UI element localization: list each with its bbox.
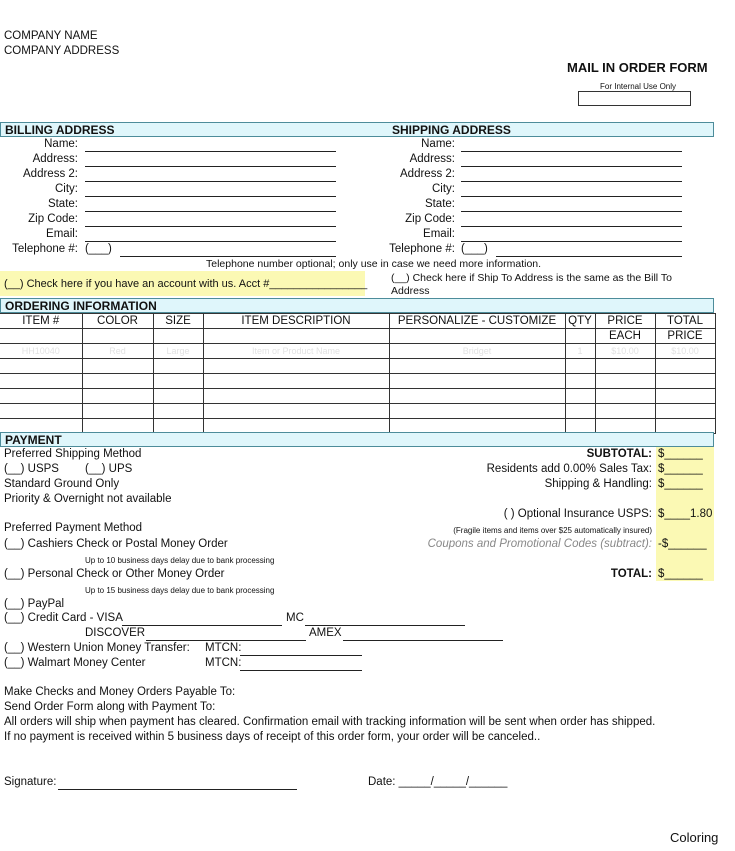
signature-line[interactable] <box>58 789 297 790</box>
subtotal-label: SUBTOTAL: <box>586 448 652 460</box>
shipping-phone-area[interactable]: (___) <box>461 243 488 255</box>
table-cell[interactable] <box>82 389 153 404</box>
cashiers-option[interactable]: (__) Cashiers Check or Postal Money Order <box>4 538 228 550</box>
insurance-option[interactable]: ( ) Optional Insurance USPS: <box>503 508 652 520</box>
signature-label: Signature: <box>4 776 57 788</box>
table-cell[interactable] <box>0 389 82 404</box>
same-address-check-cont: Address <box>391 285 430 297</box>
amex-label: AMEX <box>309 627 342 639</box>
table-cell[interactable] <box>565 359 595 374</box>
shipping-phone-label: Telephone #: <box>389 243 455 255</box>
western-union-option[interactable]: (__) Western Union Money Transfer: <box>4 642 190 654</box>
walmart-option[interactable]: (__) Walmart Money Center <box>4 657 146 669</box>
billing-name-label: Name: <box>44 138 78 150</box>
table-cell[interactable] <box>595 374 655 389</box>
walmart-mtcn-line[interactable] <box>240 670 362 671</box>
shipping-heading: SHIPPING ADDRESS <box>392 123 511 137</box>
table-cell[interactable] <box>0 374 82 389</box>
table-cell[interactable] <box>655 404 715 419</box>
example-qty[interactable]: 1 <box>565 344 595 359</box>
example-description[interactable]: Item or Product Name <box>203 344 389 359</box>
payment-header-bar <box>0 432 714 447</box>
mc-line[interactable] <box>305 625 465 626</box>
shipping-name-label: Name: <box>421 138 455 150</box>
order-table <box>0 313 716 434</box>
table-cell[interactable] <box>0 404 82 419</box>
ordering-header-bar <box>0 298 714 313</box>
table-cell[interactable] <box>655 359 715 374</box>
table-cell[interactable] <box>565 389 595 404</box>
total-label: TOTAL: <box>610 568 652 580</box>
billing-heading: BILLING ADDRESS <box>5 123 115 137</box>
shipping-name-line[interactable] <box>461 151 682 152</box>
billing-address2-line[interactable] <box>85 181 336 182</box>
shipping-city-label: City: <box>432 183 455 195</box>
billing-state-line[interactable] <box>85 211 336 212</box>
discover-label: DISCOVER <box>85 627 146 639</box>
shipping-email-line[interactable] <box>461 241 682 242</box>
table-row[interactable] <box>0 344 715 359</box>
subtotal-value[interactable]: $______ <box>658 448 703 460</box>
amex-line[interactable] <box>343 640 503 641</box>
table-cell[interactable] <box>389 374 565 389</box>
insurance-value: $____1.80 <box>658 508 713 520</box>
table-row[interactable] <box>0 359 715 374</box>
table-cell[interactable] <box>655 374 715 389</box>
date-field[interactable]: Date: _____/_____/______ <box>368 776 508 788</box>
table-cell[interactable] <box>153 359 203 374</box>
example-total[interactable]: $10.00 <box>655 344 715 359</box>
col-total: TOTAL <box>655 314 715 329</box>
discover-line[interactable] <box>146 640 306 641</box>
col-price-each: EACH <box>595 329 655 344</box>
same-address-check[interactable]: (__) Check here if Ship To Address is the same as the Bill To <box>391 272 672 284</box>
paypal-option[interactable]: (__) PayPal <box>4 598 65 610</box>
cancel-note: If no payment is received within 5 business days of receipt of this order form, your order will be canceled.. <box>4 731 541 743</box>
col-description: ITEM DESCRIPTION <box>203 314 389 329</box>
table-row[interactable] <box>0 374 715 389</box>
phone-note: Telephone number optional; only use in case we need more information. <box>206 258 542 270</box>
send-to: Send Order Form along with Payment To: <box>4 701 216 713</box>
billing-email-label: Email: <box>46 228 78 240</box>
account-check[interactable]: (__) Check here if you have an account with us. Acct #________________ <box>4 278 368 290</box>
shipping-address-label: Address: <box>409 153 455 165</box>
shipping-handling-label: Shipping & Handling: <box>544 478 652 490</box>
col-total-price: PRICE <box>655 329 715 344</box>
order-header-row-2 <box>0 329 715 344</box>
cashiers-note: Up to 10 business days delay due to bank processing <box>85 556 275 565</box>
header-cell <box>82 329 153 344</box>
table-cell[interactable] <box>389 389 565 404</box>
coupons-label: Coupons and Promotional Codes (subtract): <box>427 538 652 550</box>
col-color: COLOR <box>82 314 153 329</box>
company-address: COMPANY ADDRESS <box>4 45 120 57</box>
address-header-bar <box>0 122 714 137</box>
example-price[interactable]: $10.00 <box>595 344 655 359</box>
tax-value[interactable]: $______ <box>658 463 703 475</box>
col-size: SIZE <box>153 314 203 329</box>
table-cell[interactable] <box>82 359 153 374</box>
col-qty: QTY <box>565 314 595 329</box>
header-cell <box>0 329 82 344</box>
table-row[interactable] <box>0 389 715 404</box>
col-price: PRICE <box>595 314 655 329</box>
shipping-email-label: Email: <box>423 228 455 240</box>
header-cell <box>203 329 389 344</box>
table-cell[interactable] <box>203 359 389 374</box>
watermark: Coloring <box>670 830 719 845</box>
shipping-state-label: State: <box>424 198 455 210</box>
walmart-mtcn-label: MTCN: <box>205 657 242 669</box>
personal-check-note: Up to 15 business days delay due to bank processing <box>85 586 275 595</box>
fragile-note: (Fragile items and items over $25 automatically insured) <box>453 526 652 535</box>
internal-use-label: For Internal Use Only <box>600 82 677 91</box>
visa-line[interactable] <box>122 625 282 626</box>
mc-label: MC <box>286 612 304 624</box>
table-cell[interactable] <box>565 374 595 389</box>
example-size[interactable]: Large <box>153 344 203 359</box>
billing-address2-label: Address 2: <box>23 168 78 180</box>
table-cell[interactable] <box>153 404 203 419</box>
table-cell[interactable] <box>82 404 153 419</box>
table-cell[interactable] <box>0 359 82 374</box>
form-title: MAIL IN ORDER FORM <box>567 60 708 75</box>
shipping-zip-line[interactable] <box>461 226 682 227</box>
example-item[interactable]: HH10040 <box>0 344 82 359</box>
payment-method-label: Preferred Payment Method <box>4 522 143 534</box>
table-cell[interactable] <box>595 359 655 374</box>
credit-card-option[interactable]: (__) Credit Card - VISA <box>4 612 123 624</box>
billing-address-label: Address: <box>32 153 78 165</box>
total-value[interactable]: $______ <box>658 568 703 580</box>
col-item: ITEM # <box>0 314 82 329</box>
billing-email-line[interactable] <box>85 241 336 242</box>
table-cell[interactable] <box>655 389 715 404</box>
header-cell <box>389 329 565 344</box>
example-personalize[interactable]: Bridget <box>389 344 565 359</box>
example-color[interactable]: Red <box>82 344 153 359</box>
billing-address-line[interactable] <box>85 166 336 167</box>
table-row[interactable] <box>0 404 715 419</box>
shipping-zip-label: Zip Code: <box>405 213 455 225</box>
table-cell[interactable] <box>389 404 565 419</box>
col-personalize: PERSONALIZE - CUSTOMIZE <box>389 314 565 329</box>
header-cell <box>565 329 595 344</box>
coupons-value[interactable]: -$______ <box>658 538 707 550</box>
table-cell[interactable] <box>153 389 203 404</box>
shipping-address-line[interactable] <box>461 166 682 167</box>
tax-label: Residents add 0.00% Sales Tax: <box>486 463 652 475</box>
shipping-address2-line[interactable] <box>461 181 682 182</box>
table-cell[interactable] <box>389 359 565 374</box>
table-cell[interactable] <box>203 374 389 389</box>
billing-city-line[interactable] <box>85 196 336 197</box>
personal-check-option[interactable]: (__) Personal Check or Other Money Order <box>4 568 225 580</box>
shipping-method-label: Preferred Shipping Method <box>4 448 142 460</box>
shipping-phone-line[interactable] <box>496 256 682 257</box>
billing-zip-line[interactable] <box>85 226 336 227</box>
payment-heading: PAYMENT <box>5 433 62 447</box>
ground-note: Standard Ground Only <box>4 478 120 490</box>
table-cell[interactable] <box>153 374 203 389</box>
ups-option[interactable]: (__) UPS <box>85 463 133 475</box>
internal-use-box[interactable] <box>578 91 691 106</box>
billing-phone-area[interactable]: (___) <box>85 243 112 255</box>
billing-state-label: State: <box>47 198 78 210</box>
order-header-row <box>0 314 715 329</box>
table-cell[interactable] <box>595 404 655 419</box>
billing-phone-label: Telephone #: <box>12 243 78 255</box>
shipping-address2-label: Address 2: <box>400 168 455 180</box>
table-cell[interactable] <box>565 404 595 419</box>
shipping-state-line[interactable] <box>461 211 682 212</box>
table-cell[interactable] <box>595 389 655 404</box>
company-name: COMPANY NAME <box>4 30 98 42</box>
billing-city-label: City: <box>55 183 78 195</box>
table-cell[interactable] <box>203 389 389 404</box>
ship-note: All orders will ship when payment has cleared. Confirmation email with tracking information will be sent when order has shipped. <box>4 716 656 728</box>
ordering-heading: ORDERING INFORMATION <box>5 299 157 313</box>
western-mtcn-line[interactable] <box>240 655 362 656</box>
header-cell <box>153 329 203 344</box>
shipping-city-line[interactable] <box>461 196 682 197</box>
table-cell[interactable] <box>82 374 153 389</box>
billing-phone-line[interactable] <box>120 256 336 257</box>
usps-option[interactable]: (__) USPS <box>4 463 59 475</box>
billing-name-line[interactable] <box>85 151 336 152</box>
billing-zip-label: Zip Code: <box>28 213 78 225</box>
table-cell[interactable] <box>203 404 389 419</box>
shipping-handling-value[interactable]: $______ <box>658 478 703 490</box>
priority-note: Priority & Overnight not available <box>4 493 172 505</box>
western-mtcn-label: MTCN: <box>205 642 242 654</box>
payable-to: Make Checks and Money Orders Payable To: <box>4 686 236 698</box>
